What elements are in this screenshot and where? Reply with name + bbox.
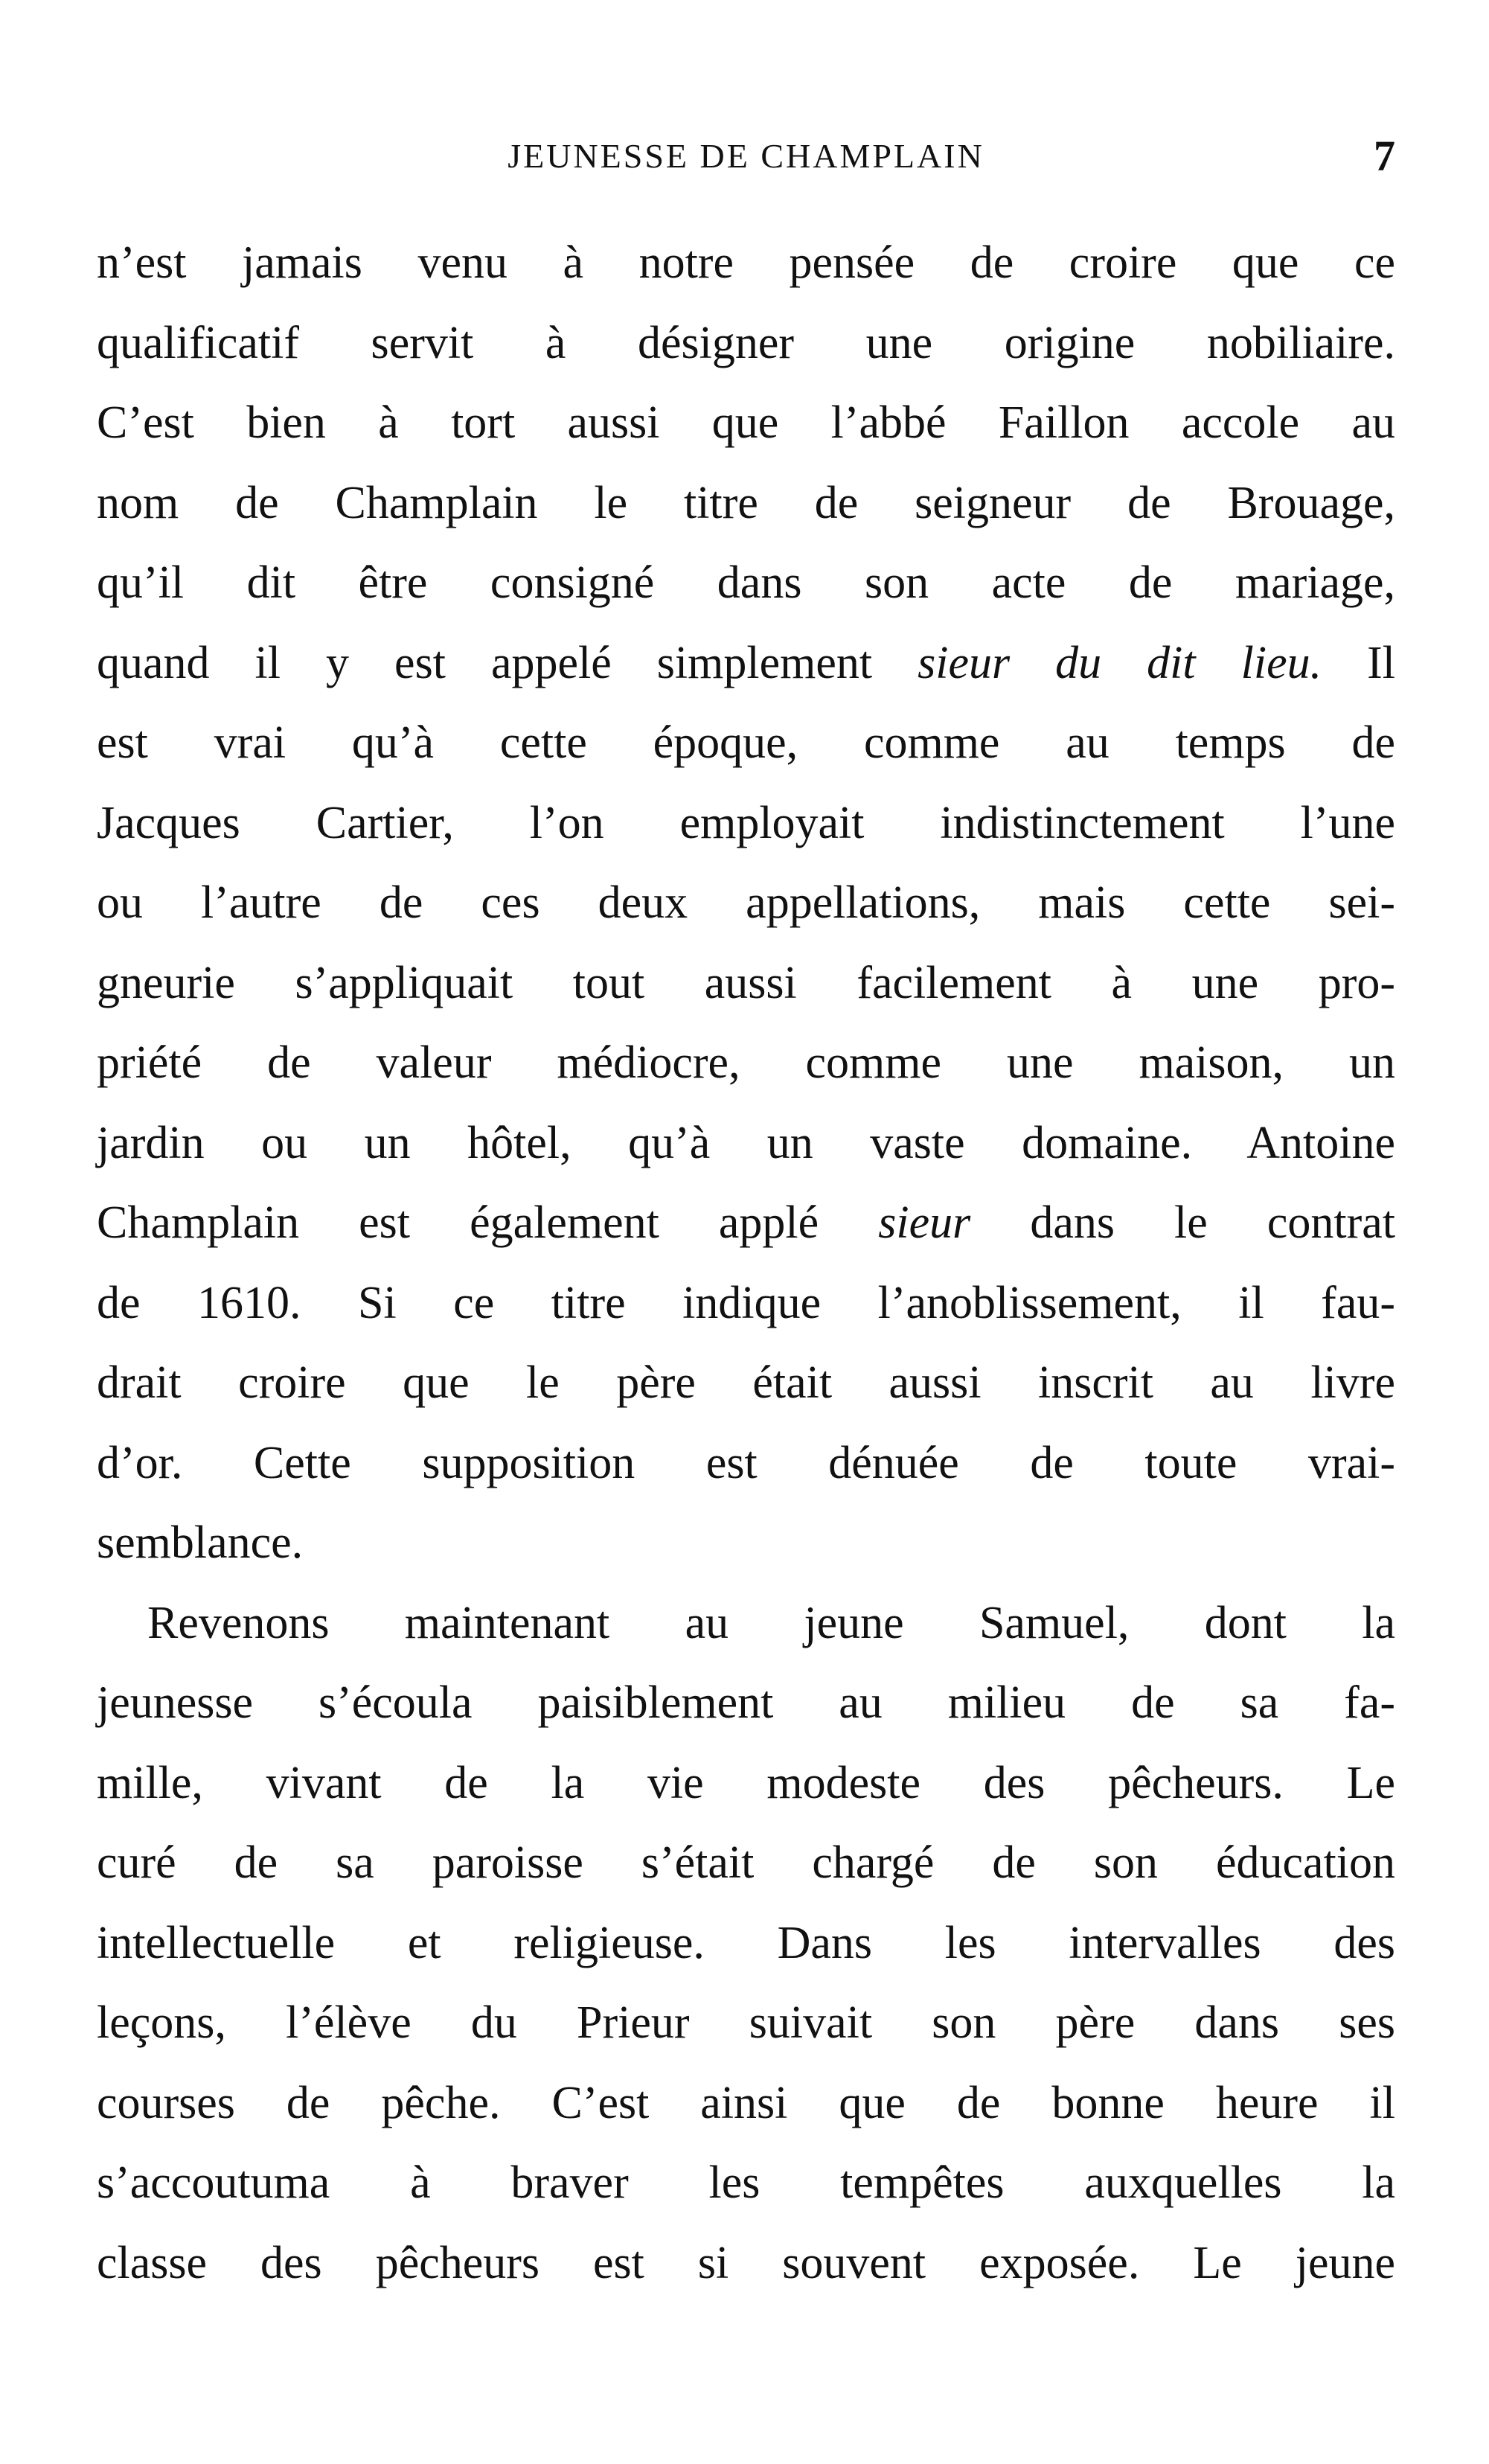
text-line: Revenons maintenant au jeune Samuel, dont la xyxy=(147,1597,1395,1648)
text-line: jardin ou un hôtel, qu’à un vaste domaine. Antoine xyxy=(97,1117,1395,1168)
running-head xyxy=(97,127,1395,186)
text-line: semblance. xyxy=(97,1517,304,1568)
text-line xyxy=(97,624,1395,704)
text-line: curé de sa paroisse s’était chargé de son éducation xyxy=(97,1837,1395,1888)
text-line: priété de valeur médiocre, comme une maison, un xyxy=(97,1037,1395,1088)
text-line: d’or. Cette supposition est dénuée de toute vrai- xyxy=(97,1437,1395,1488)
text-line: qualificatif servit à désigner une origine nobiliaire. xyxy=(97,317,1395,368)
text-line: courses de pêche. C’est ainsi que de bonne heure il xyxy=(97,2077,1395,2128)
text-line: jeunesse s’écoula paisiblement au milieu de sa fa- xyxy=(97,1677,1395,1728)
text-segment: Il xyxy=(1322,637,1396,688)
text-line: drait croire que le père était aussi inscrit au livre xyxy=(97,1357,1395,1408)
text-line: est vrai qu’à cette époque, comme au temps de xyxy=(97,717,1395,768)
body-text xyxy=(97,223,1395,2303)
text-line xyxy=(97,1183,1395,1264)
text-line: mille, vivant de la vie modeste des pêcheurs. Le xyxy=(97,1757,1395,1808)
text-line: C’est bien à tort aussi que l’abbé Faillon accole au xyxy=(97,397,1395,448)
text-line: gneurie s’appliquait tout aussi facilement à une pro- xyxy=(97,957,1395,1008)
text-line: Jacques Cartier, l’on employait indistinctement l’une xyxy=(97,797,1395,848)
text-segment: Champlain est également applé xyxy=(97,1197,879,1248)
text-line: n’est jamais venu à notre pensée de croire que ce xyxy=(97,237,1395,288)
text-line: classe des pêcheurs est si souvent exposée. Le jeune xyxy=(97,2237,1395,2288)
text-segment: quand il y est appelé simplement xyxy=(97,637,918,688)
text-line: nom de Champlain le titre de seigneur de Brouage, xyxy=(97,477,1395,528)
text-line: intellectuelle et religieuse. Dans les intervalles des xyxy=(97,1917,1395,1968)
text-line: qu’il dit être consigné dans son acte de mariage, xyxy=(97,557,1395,608)
text-line: ou l’autre de ces deux appellations, mais cette sei- xyxy=(97,877,1395,928)
text-segment: dans le contrat xyxy=(970,1197,1395,1248)
page-number: 7 xyxy=(1374,132,1395,180)
running-title: JEUNESSE DE CHAMPLAIN xyxy=(507,137,984,175)
italic-phrase: sieur xyxy=(878,1197,971,1248)
text-line: de 1610. Si ce titre indique l’anoblissement, il fau- xyxy=(97,1277,1395,1328)
text-line: s’accoutuma à braver les tempêtes auxquelles la xyxy=(97,2157,1395,2208)
text-line: leçons, l’élève du Prieur suivait son père dans ses xyxy=(97,1997,1395,2048)
italic-phrase: sieur du dit lieu. xyxy=(918,637,1322,688)
